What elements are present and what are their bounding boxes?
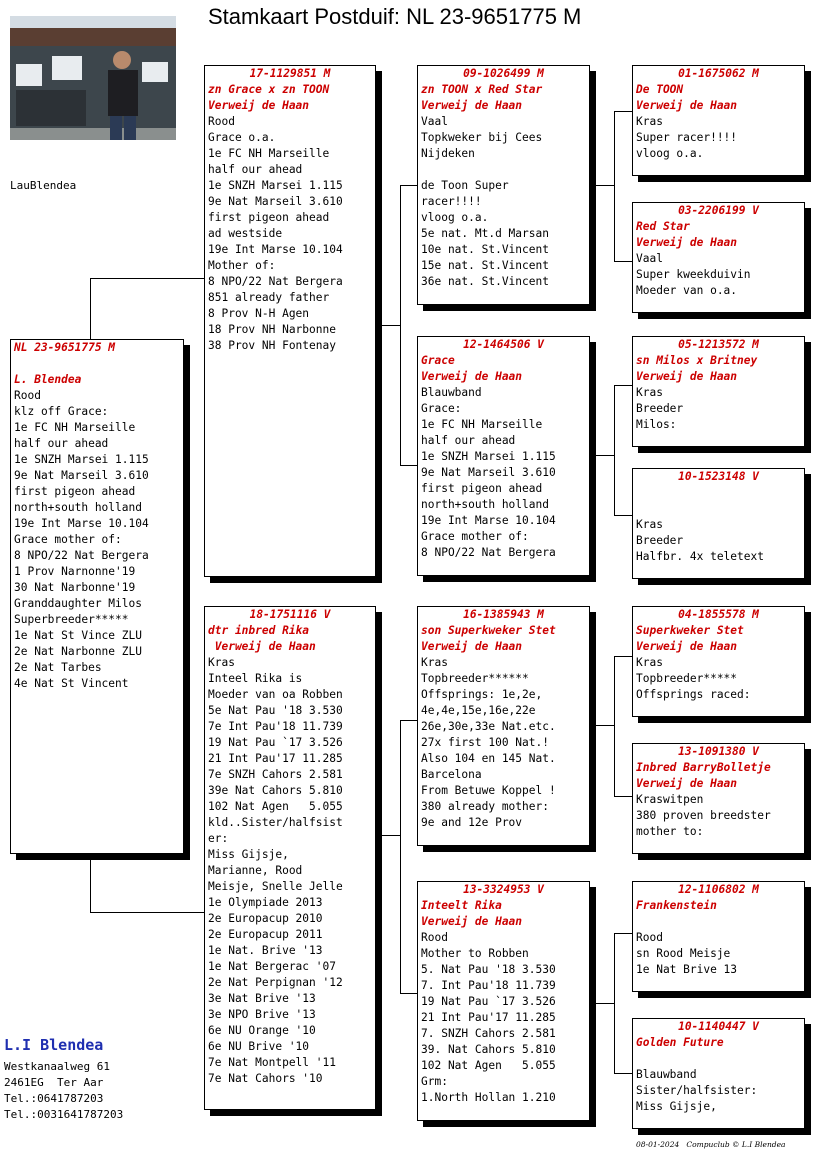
- connector: [614, 933, 615, 1073]
- connector: [376, 835, 400, 836]
- pigeon-info-line: Rood: [636, 931, 663, 944]
- pigeon-info-line: 1e SNZH Marsei 1.115: [421, 450, 556, 463]
- pigeon-info-line: Mother to Robben: [421, 947, 529, 960]
- pigeon-card-mf-father: [632, 606, 805, 717]
- pigeon-info-line: Kras: [636, 115, 663, 128]
- connector: [590, 1003, 614, 1004]
- pigeon-info-line: Topbreeder*****: [636, 672, 738, 685]
- connector: [614, 656, 632, 657]
- connector: [614, 933, 632, 934]
- connector: [376, 325, 400, 326]
- pigeon-card-subject: [10, 339, 184, 854]
- pigeon-info-line: 18 Prov NH Narbonne: [208, 323, 336, 336]
- connector: [400, 465, 417, 466]
- pigeon-name-line: L. Blendea: [14, 373, 82, 386]
- pigeon-info-line: [14, 356, 180, 372]
- connector: [90, 278, 204, 279]
- pigeon-name-line: Verweij de Haan: [636, 777, 738, 790]
- pigeon-name-line: Verweij de Haan: [636, 370, 738, 383]
- pigeon-info-line: 102 Nat Agen 5.055: [421, 1059, 556, 1072]
- pigeon-info-line: 19e Int Marse 10.104: [208, 243, 343, 256]
- pigeon-card-fm-father: [632, 336, 805, 447]
- pigeon-info-line: 3e Nat Brive '13: [208, 992, 316, 1005]
- pigeon-info-line: Super kweekduivin: [636, 268, 751, 281]
- connector: [400, 993, 417, 994]
- pigeon-info-line: [636, 501, 801, 517]
- pigeon-info-line: [421, 162, 586, 178]
- pigeon-info-line: Blauwband: [421, 386, 482, 399]
- ring-number: 05-1213572 M: [678, 338, 759, 351]
- pigeon-info-line: 380 proven breedster: [636, 809, 771, 822]
- owner-label: LauBlendea: [10, 179, 77, 192]
- pigeon-info-line: 5. Nat Pau '18 3.530: [421, 963, 556, 976]
- pigeon-info-line: 851 already father: [208, 291, 330, 304]
- pigeon-info-line: half our ahead: [208, 163, 303, 176]
- pigeon-card-mother: [204, 606, 376, 1110]
- pigeon-card-father-father: [417, 65, 590, 305]
- pigeon-name-line: Red Star: [636, 220, 690, 233]
- pigeon-name-line: zn Grace x zn TOON: [208, 83, 330, 96]
- pigeon-name-line: sn Milos x Britney: [636, 354, 758, 367]
- pigeon-info-line: Grace:: [421, 402, 462, 415]
- connector: [90, 856, 91, 912]
- pigeon-name-line: Verweij de Haan: [421, 915, 523, 928]
- pigeon-info-line: 1e Nat Bergerac '07: [208, 960, 336, 973]
- pigeon-info-line: Milos:: [636, 418, 677, 431]
- pigeon-info-line: 19 Nat Pau `17 3.526: [208, 736, 343, 749]
- connector: [400, 720, 401, 993]
- pigeon-name-line: Inteelt Rika: [421, 899, 502, 912]
- pigeon-info-line: Super racer!!!!: [636, 131, 738, 144]
- pigeon-info-line: 2e Europacup 2010: [208, 912, 323, 925]
- pigeon-card-mm-father: [632, 881, 805, 992]
- pigeon-info-line: 1e Nat St Vince ZLU: [14, 629, 142, 642]
- pigeon-info-line: 9e Nat Marseil 3.610: [421, 466, 556, 479]
- pigeon-info-line: 4e,4e,15e,16e,22e: [421, 704, 536, 717]
- pigeon-name-line: Inbred BarryBolletje: [636, 761, 771, 774]
- pigeon-info-line: 6e NU Brive '10: [208, 1040, 310, 1053]
- pigeon-info-line: mother to:: [636, 825, 704, 838]
- pigeon-info-line: Also 104 en 145 Nat.: [421, 752, 556, 765]
- pigeon-info-line: 102 Nat Agen 5.055: [208, 800, 343, 813]
- pigeon-info-line: Mother of:: [208, 259, 276, 272]
- owner-photo-image: [10, 16, 176, 140]
- pigeon-info-line: Marianne, Rood: [208, 864, 303, 877]
- pigeon-info-line: Meisje, Snelle Jelle: [208, 880, 343, 893]
- pigeon-info-line: Nijdeken: [421, 147, 475, 160]
- pigeon-info-line: 38 Prov NH Fontenay: [208, 339, 336, 352]
- pigeon-info-line: 8 Prov N-H Agen: [208, 307, 310, 320]
- pigeon-info-line: Kras: [636, 518, 663, 531]
- pigeon-card-mf-mother: [632, 743, 805, 854]
- pigeon-info-line: Grace o.a.: [208, 131, 276, 144]
- pigeon-info-line: half our ahead: [14, 437, 109, 450]
- pigeon-info-line: first pigeon ahead: [208, 211, 330, 224]
- owner-photo: [10, 16, 176, 140]
- pigeon-info-line: 9e Nat Marseil 3.610: [208, 195, 343, 208]
- connector: [590, 455, 614, 456]
- pigeon-name-line: Superkweker Stet: [636, 624, 744, 637]
- pigeon-info-line: Vaal: [636, 252, 663, 265]
- pigeon-info-line: 8 NPO/22 Nat Bergera: [421, 546, 556, 559]
- ring-number: 04-1855578 M: [678, 608, 759, 621]
- pigeon-info-line: Grm:: [421, 1075, 448, 1088]
- pigeon-info-line: half our ahead: [421, 434, 516, 447]
- breeder-name: L.I Blendea: [4, 1036, 104, 1054]
- pigeon-info-line: Moeder van o.a.: [636, 284, 738, 297]
- pigeon-info-line: 7. SNZH Cahors 2.581: [421, 1027, 556, 1040]
- pigeon-info-line: 7e Nat Cahors '10: [208, 1072, 323, 1085]
- pigeon-info-line: 1e SNZH Marsei 1.115: [208, 179, 343, 192]
- pigeon-info-line: north+south holland: [14, 501, 142, 514]
- pigeon-card-father: [204, 65, 376, 577]
- connector: [614, 385, 615, 515]
- ring-number: 16-1385943 M: [463, 608, 544, 621]
- pigeon-name-line: Verweij de Haan: [636, 236, 738, 249]
- pigeon-info-line: 6e NU Orange '10: [208, 1024, 316, 1037]
- print-stamp: 08-01-2024 Compuclub © L.I Blendea: [636, 1140, 786, 1149]
- pigeon-card-father-mother: [417, 336, 590, 576]
- pigeon-info-line: 1e FC NH Marseille: [208, 147, 330, 160]
- ring-number: 10-1140447 V: [678, 1020, 759, 1033]
- pigeon-name-line: Golden Future: [636, 1036, 724, 1049]
- pigeon-info-line: 27x first 100 Nat.!: [421, 736, 549, 749]
- pigeon-info-line: 8 NPO/22 Nat Bergera: [208, 275, 343, 288]
- pigeon-info-line: 7e Nat Montpell '11: [208, 1056, 336, 1069]
- ring-number: 03-2206199 V: [678, 204, 759, 217]
- pigeon-info-line: 3e NPO Brive '13: [208, 1008, 316, 1021]
- pigeon-info-line: Sister/halfsister:: [636, 1084, 758, 1097]
- ring-number: 10-1523148 V: [678, 470, 759, 483]
- pigeon-info-line: Kras: [421, 656, 448, 669]
- pigeon-info-line: 7. Int Pau'18 11.739: [421, 979, 556, 992]
- pigeon-info-line: 39e Nat Cahors 5.810: [208, 784, 343, 797]
- pigeon-info-line: 26e,30e,33e Nat.etc.: [421, 720, 556, 733]
- pigeon-info-line: 2e Europacup 2011: [208, 928, 323, 941]
- pigeon-name-line: son Superkweker Stet: [421, 624, 556, 637]
- breeder-address-city: 2461EG Ter Aar: [4, 1076, 104, 1089]
- ring-number: 13-1091380 V: [678, 745, 759, 758]
- pigeon-info-line: 5e Nat Pau '18 3.530: [208, 704, 343, 717]
- pigeon-info-line: Grace mother of:: [421, 530, 529, 543]
- pigeon-info-line: Grace mother of:: [14, 533, 122, 546]
- pigeon-card-ff-mother: [632, 202, 805, 313]
- pigeon-info-line: 1e Nat. Brive '13: [208, 944, 323, 957]
- pigeon-info-line: Kras: [208, 656, 235, 669]
- pigeon-card-mother-father: [417, 606, 590, 846]
- pigeon-info-line: 9e Nat Marseil 3.610: [14, 469, 149, 482]
- connector: [614, 111, 632, 112]
- pigeon-card-mother-mother: [417, 881, 590, 1121]
- breeder-phone-intl: Tel.:0031641787203: [4, 1108, 124, 1121]
- ring-number: 13-3324953 V: [463, 883, 544, 896]
- connector: [614, 1073, 632, 1074]
- pigeon-info-line: Kras: [636, 656, 663, 669]
- pigeon-info-line: From Betuwe Koppel !: [421, 784, 556, 797]
- pigeon-info-line: [636, 485, 801, 501]
- pigeon-info-line: klz off Grace:: [14, 405, 109, 418]
- pigeon-info-line: 1e Nat Brive 13: [636, 963, 738, 976]
- pigeon-info-line: Vaal: [421, 115, 448, 128]
- pigeon-info-line: Breeder: [636, 402, 684, 415]
- pigeon-name-line: Verweij de Haan: [208, 640, 316, 653]
- connector: [590, 725, 614, 726]
- ring-number: 09-1026499 M: [463, 67, 544, 80]
- connector: [614, 796, 632, 797]
- pigeon-info-line: Topkweker bij Cees: [421, 131, 543, 144]
- connector: [614, 515, 632, 516]
- pigeon-info-line: north+south holland: [421, 498, 549, 511]
- pigeon-info-line: kld..Sister/halfsist: [208, 816, 343, 829]
- pigeon-info-line: Offsprings: 1e,2e,: [421, 688, 543, 701]
- pigeon-info-line: 2e Nat Tarbes: [14, 661, 102, 674]
- ring-number: 17-1129851 M: [249, 67, 331, 80]
- pigeon-info-line: first pigeon ahead: [421, 482, 543, 495]
- pigeon-info-line: 1 Prov Narnonne'19: [14, 565, 136, 578]
- pigeon-card-mm-mother: [632, 1018, 805, 1129]
- connector: [614, 111, 615, 261]
- pigeon-info-line: racer!!!!: [421, 195, 482, 208]
- pigeon-name-line: zn TOON x Red Star: [421, 83, 543, 96]
- pigeon-info-line: 380 already mother:: [421, 800, 549, 813]
- pigeon-info-line: 21 Int Pau'17 11.285: [421, 1011, 556, 1024]
- pigeon-info-line: 19e Int Marse 10.104: [421, 514, 556, 527]
- pigeon-info-line: Halfbr. 4x teletext: [636, 550, 764, 563]
- pigeon-info-line: 36e nat. St.Vincent: [421, 275, 549, 288]
- pigeon-info-line: 39. Nat Cahors 5.810: [421, 1043, 556, 1056]
- pigeon-info-line: Moeder van oa Robben: [208, 688, 343, 701]
- connector: [614, 656, 615, 796]
- pigeon-info-line: Offsprings raced:: [636, 688, 751, 701]
- pigeon-info-line: Barcelona: [421, 768, 482, 781]
- pigeon-info-line: 1e SNZH Marsei 1.115: [14, 453, 149, 466]
- pigeon-info-line: Granddaughter Milos: [14, 597, 142, 610]
- pigeon-info-line: vloog o.a.: [636, 147, 704, 160]
- pigeon-info-line: 19 Nat Pau `17 3.526: [421, 995, 556, 1008]
- pigeon-info-line: vloog o.a.: [421, 211, 489, 224]
- pigeon-info-line: ad westside: [208, 227, 283, 240]
- pigeon-info-line: 21 Int Pau'17 11.285: [208, 752, 343, 765]
- pigeon-info-line: 5e nat. Mt.d Marsan: [421, 227, 549, 240]
- pigeon-info-line: 10e nat. St.Vincent: [421, 243, 549, 256]
- ring-number: NL 23-9651775 M: [14, 341, 116, 354]
- pigeon-info-line: 4e Nat St Vincent: [14, 677, 129, 690]
- ring-number: 01-1675062 M: [678, 67, 759, 80]
- pigeon-info-line: 2e Nat Narbonne ZLU: [14, 645, 142, 658]
- pigeon-info-line: 19e Int Marse 10.104: [14, 517, 149, 530]
- connector: [614, 261, 632, 262]
- breeder-address-street: Westkanaalweg 61: [4, 1060, 110, 1073]
- pigeon-card-ff-father: [632, 65, 805, 176]
- pigeon-name-line: Verweij de Haan: [636, 99, 738, 112]
- ring-number: 12-1106802 M: [678, 883, 759, 896]
- pigeon-info-line: de Toon Super: [421, 179, 509, 192]
- pigeon-name-line: Verweij de Haan: [421, 370, 523, 383]
- pigeon-info-line: 8 NPO/22 Nat Bergera: [14, 549, 149, 562]
- pigeon-info-line: Rood: [14, 389, 41, 402]
- pigeon-name-line: Frankenstein: [636, 899, 717, 912]
- pigeon-info-line: Inteel Rika is: [208, 672, 303, 685]
- pigeon-info-line: Topbreeder******: [421, 672, 529, 685]
- pigeon-name-line: Verweij de Haan: [421, 640, 523, 653]
- ring-number: 12-1464506 V: [463, 338, 544, 351]
- pigeon-info-line: er:: [208, 832, 229, 845]
- connector: [400, 185, 401, 465]
- breeder-phone: Tel.:0641787203: [4, 1092, 104, 1105]
- pigeon-info-line: Breeder: [636, 534, 684, 547]
- pigeon-info-line: 1.North Hollan 1.210: [421, 1091, 556, 1104]
- pigeon-name-line: Verweij de Haan: [208, 99, 310, 112]
- pigeon-info-line: [636, 914, 801, 930]
- pigeon-info-line: Miss Gijsje,: [636, 1100, 717, 1113]
- connector: [90, 912, 204, 913]
- pigeon-info-line: Rood: [421, 931, 448, 944]
- connector: [590, 185, 614, 186]
- connector: [400, 720, 417, 721]
- pigeon-info-line: 1e Olympiade 2013: [208, 896, 323, 909]
- pigeon-name-line: Grace: [421, 354, 455, 367]
- pigeon-info-line: 1e FC NH Marseille: [14, 421, 136, 434]
- pigeon-info-line: 30 Nat Narbonne'19: [14, 581, 136, 594]
- pigeon-info-line: 2e Nat Perpignan '12: [208, 976, 343, 989]
- pigeon-info-line: Superbreeder*****: [14, 613, 129, 626]
- pigeon-info-line: 15e nat. St.Vincent: [421, 259, 549, 272]
- pigeon-info-line: Rood: [208, 115, 235, 128]
- pigeon-info-line: 7e Int Pau'18 11.739: [208, 720, 343, 733]
- pigeon-card-fm-mother: [632, 468, 805, 579]
- ring-number: 18-1751116 V: [249, 608, 331, 621]
- pigeon-info-line: Kras: [636, 386, 663, 399]
- connector: [400, 185, 417, 186]
- pigeon-name-line: Verweij de Haan: [421, 99, 523, 112]
- pigeon-info-line: sn Rood Meisje: [636, 947, 731, 960]
- pigeon-info-line: first pigeon ahead: [14, 485, 136, 498]
- pigeon-info-line: Blauwband: [636, 1068, 697, 1081]
- pigeon-info-line: 9e and 12e Prov: [421, 816, 523, 829]
- pigeon-info-line: 7e SNZH Cahors 2.581: [208, 768, 343, 781]
- connector: [614, 385, 632, 386]
- pigeon-info-line: [636, 1051, 801, 1067]
- connector: [90, 278, 91, 340]
- page-title: Stamkaart Postduif: NL 23-9651775 M: [208, 4, 582, 29]
- pigeon-info-line: Miss Gijsje,: [208, 848, 289, 861]
- pigeon-info-line: Kraswitpen: [636, 793, 704, 806]
- pigeon-info-line: 1e FC NH Marseille: [421, 418, 543, 431]
- pigeon-name-line: Verweij de Haan: [636, 640, 738, 653]
- pigeon-name-line: De TOON: [636, 83, 684, 96]
- pigeon-name-line: dtr inbred Rika: [208, 624, 310, 637]
